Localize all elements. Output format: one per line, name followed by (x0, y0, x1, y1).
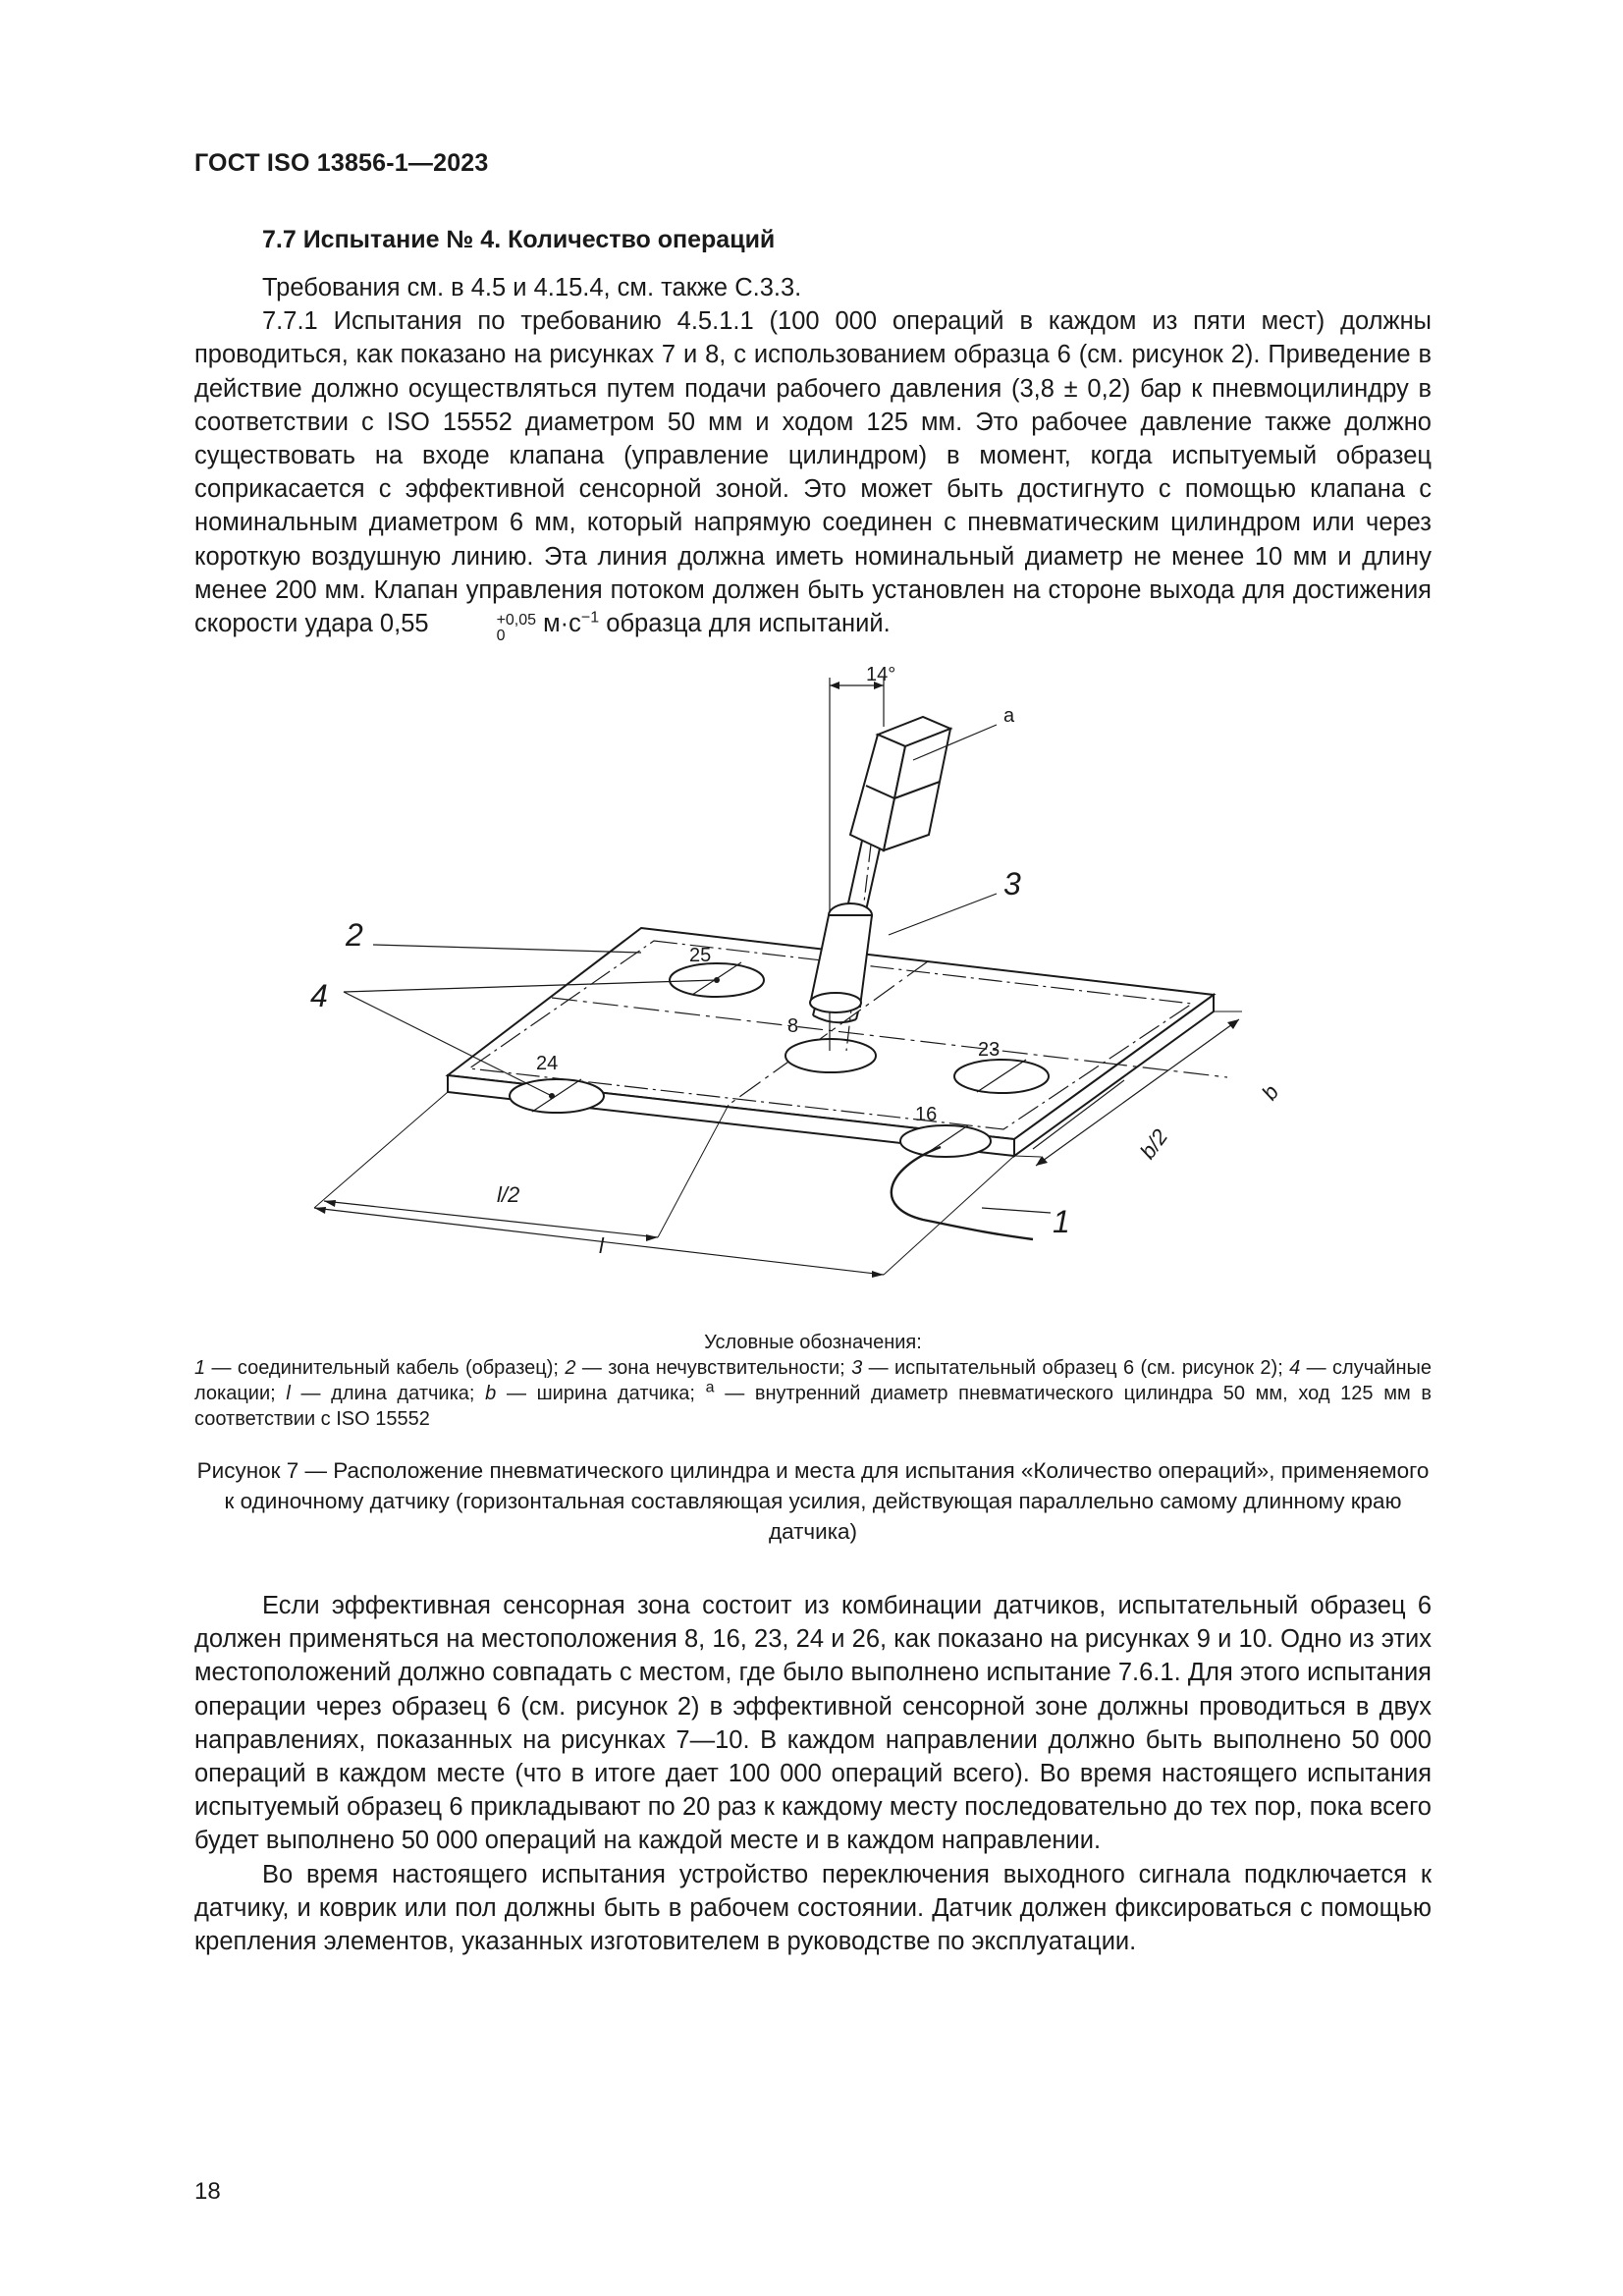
dimension-l-half-line (324, 1201, 658, 1237)
leader-2 (373, 945, 641, 953)
dimension-b-half-label: b/2 (1135, 1124, 1173, 1164)
location-25-label: 25 (689, 945, 712, 966)
location-8-circle (785, 1039, 876, 1072)
figure-7-diagram (295, 658, 1284, 1306)
paragraph-switching: Во время настоящего испытания устройство переключения выходного сигнала подключается к датчику, и коврик или пол должны быть в рабочем состоянии. Датчик должен фиксироваться с помощью крепления элементов, указанных изготовителем в руководстве по эксплуатации. (194, 1860, 1432, 1956)
callout-3: 3 (1003, 866, 1021, 902)
impact-speed-unit: м·с (543, 610, 581, 638)
impact-speed-tolerance (429, 613, 536, 644)
callout-2: 2 (346, 917, 363, 953)
legend-text-4: — случайные локации; (194, 1357, 1432, 1404)
tolerance-lower: 0 (496, 628, 506, 645)
legend-text-3: — испытательный образец 6 (см. рисунок 2); (862, 1357, 1290, 1379)
location-8-label: 8 (787, 1015, 799, 1037)
legend-key-2: 2 (565, 1357, 576, 1379)
dimension-l-half-label: l/2 (497, 1182, 520, 1207)
legend-title: Условные обозначения: (704, 1332, 922, 1353)
section-title: 7.7 Испытание № 4. Количество операций (262, 226, 776, 253)
legend-text-l: — длина датчика; (290, 1383, 486, 1404)
legend-key-4: 4 (1289, 1357, 1301, 1379)
impact-speed-unit-exponent: −1 (580, 609, 600, 627)
note-a-label: a (1003, 705, 1015, 727)
page-number: 18 (194, 2178, 221, 2205)
callout-1: 1 (1053, 1204, 1070, 1239)
paragraph-combination: Если эффективная сенсорная зона состоит из комбинации датчиков, испытательный образец 6 должен применяться на местоположения 8, 16, 23, 24 и 26, как показано на рисунках 9 и 10. Одно из этих местоположений должно совпадать с местом, где было выполнено испытание 7.6.1. Для этого испытания операции через образец 6 (см. рисунок 2) в эффективной сенсорной зоне должны проводиться в двух направлениях, показанных на рисунках 7—10. В каждом направлении должно быть выполнено 50 000 операций в каждом месте (что в итоге дает 100 000 операций всего). Во время настоящего испытания испытуемый образец 6 прикладывают по 20 раз к каждому месту последовательно до тех пор, пока всего будет выполнено 50 000 операций на каждой месте и в каждом направлении. (194, 1592, 1432, 1855)
legend-key-3: 3 (851, 1357, 863, 1379)
leader-3 (889, 894, 997, 935)
paragraph-7-7-1 (194, 304, 1432, 644)
connecting-cable (892, 1147, 1033, 1239)
legend-key-a: a (705, 1379, 715, 1396)
requirements-line: Требования см. в 4.5 и 4.15.4, см. также С.3.3. (262, 274, 802, 301)
callout-4: 4 (310, 978, 328, 1013)
impact-speed-value: 0,55 (379, 610, 429, 638)
figure-7-drawing (295, 658, 1276, 1306)
running-header: ГОСТ ISO 13856-1—2023 (194, 149, 489, 177)
legend-key-1: 1 (194, 1357, 206, 1379)
tolerance-upper: +0,05 (496, 612, 537, 629)
legend-key-l: l (286, 1383, 291, 1404)
figure-caption: Рисунок 7 — Расположение пневматического цилиндра и места для испытания «Количество операций», применяемого к одиночному датчику (горизонтальная составляющая усилия, действующая параллельно самому длинному краю датчика) (196, 1458, 1430, 1544)
location-23-label: 23 (978, 1039, 1001, 1061)
dimension-b-label: b (1257, 1080, 1284, 1105)
paragraph-7-7-1-text: 7.7.1 Испытания по требованию 4.5.1.1 (100 000 операций в каждом из пяти мест) должны проводиться, как показано на рисунках 7 и 8, с использованием образца 6 (см. рисунок 2). Приведение в действие должно осуществляться путем подачи рабочего давления (3,8 ± 0,2) бар к пневмоцилиндру в соответствии с ISO 15552 диаметром 50 мм и ходом 125 мм. Это рабочее давление также должно существовать на входе клапана (управление цилиндром) в момент, когда испытуемый образец соприкасается с эффективной сенсорной зоной. Это может быть достигнуто с помощью клапана с номинальным диаметром 6 мм, который напрямую соединен с пневматическим цилиндром или через короткую воздушную линию. Эта линия должна иметь номинальный диаметр не менее 10 мм и длину менее 200 мм. Клапан управления потоком должен быть установлен на стороне выхода для достижения скорости удара (194, 307, 1432, 638)
location-16-label: 16 (915, 1104, 938, 1125)
impact-speed-tail: образца для испытаний. (606, 610, 891, 638)
body-text (194, 1589, 1432, 1958)
legend-text-1: — соединительный кабель (образец); (205, 1357, 566, 1379)
location-24-label: 24 (536, 1053, 559, 1074)
intro-text (194, 271, 1432, 644)
legend-body (194, 1355, 1432, 1432)
dimension-l-label: l (599, 1233, 604, 1258)
legend-text-a: — внутренний диаметр пневматического цилиндра 50 мм, ход 125 мм в соответствии с ISO 15552 (194, 1383, 1432, 1430)
legend-text-b: — ширина датчика; (496, 1383, 706, 1404)
legend-key-b: b (485, 1383, 497, 1404)
angle-label: 14° (866, 664, 896, 685)
legend-text-2: — зона нечувствительности; (575, 1357, 852, 1379)
